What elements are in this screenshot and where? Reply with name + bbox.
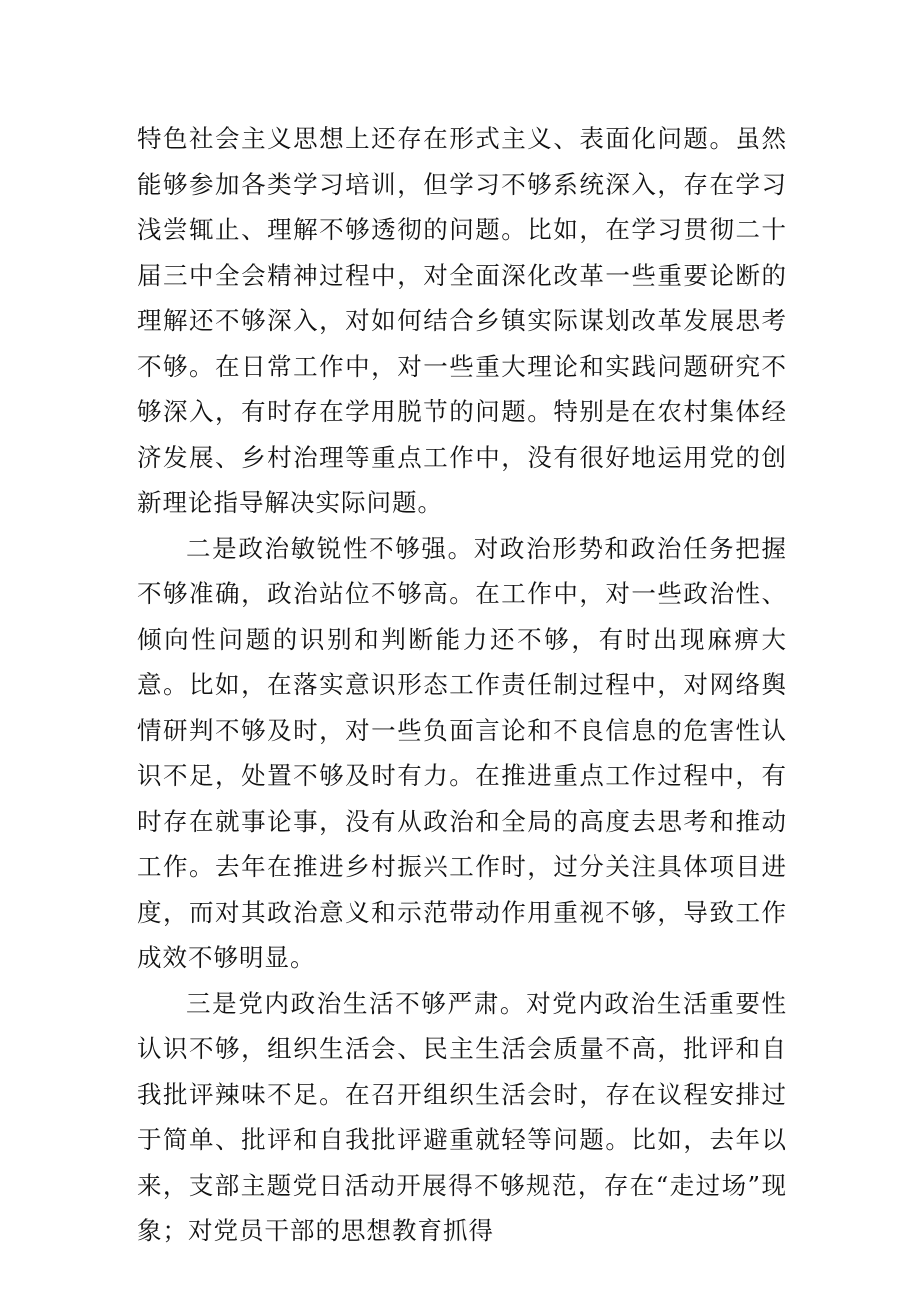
document-body [137, 116, 787, 1254]
paragraph-1: 特色社会主义思想上还存在形式主义、表面化问题。虽然能够参加各类学习培训，但学习不够系统深入，存在学习浅尝辄止、理解不够透彻的问题。比如，在学习贯彻二十届三中全会精神过程中，对全面深化改革一些重要论断的理解还不够深入，对如何结合乡镇实际谋划改革发展思考不够。在日常工作中，对一些重大理论和实践问题研究不够深入，有时存在学用脱节的问题。特别是在农村集体经济发展、乡村治理等重点工作中，没有很好地运用党的创新理论指导解决实际问题。 [137, 124, 787, 517]
paragraph-3: 三是党内政治生活不够严肃。对党内政治生活重要性认识不够，组织生活会、民主生活会质量不高，批评和自我批评辣味不足。在召开组织生活会时，存在议程安排过于简单、批评和自我批评避重就轻等问题。比如，去年以来，支部主题党日活动开展得不够规范，存在“走过场”现象；对党员干部的思想教育抓得 [137, 988, 787, 1245]
paragraph-2: 二是政治敏锐性不够强。对政治形势和政治任务把握不够准确，政治站位不够高。在工作中，对一些政治性、倾向性问题的识别和判断能力还不够，有时出现麻痹大意。比如，在落实意识形态工作责任制过程中，对网络舆情研判不够及时，对一些负面言论和不良信息的危害性认识不足，处置不够及时有力。在推进重点工作过程中，有时存在就事论事，没有从政治和全局的高度去思考和推动工作。去年在推进乡村振兴工作时，过分关注具体项目进度，而对其政治意义和示范带动作用重视不够，导致工作成效不够明显。 [137, 533, 787, 972]
